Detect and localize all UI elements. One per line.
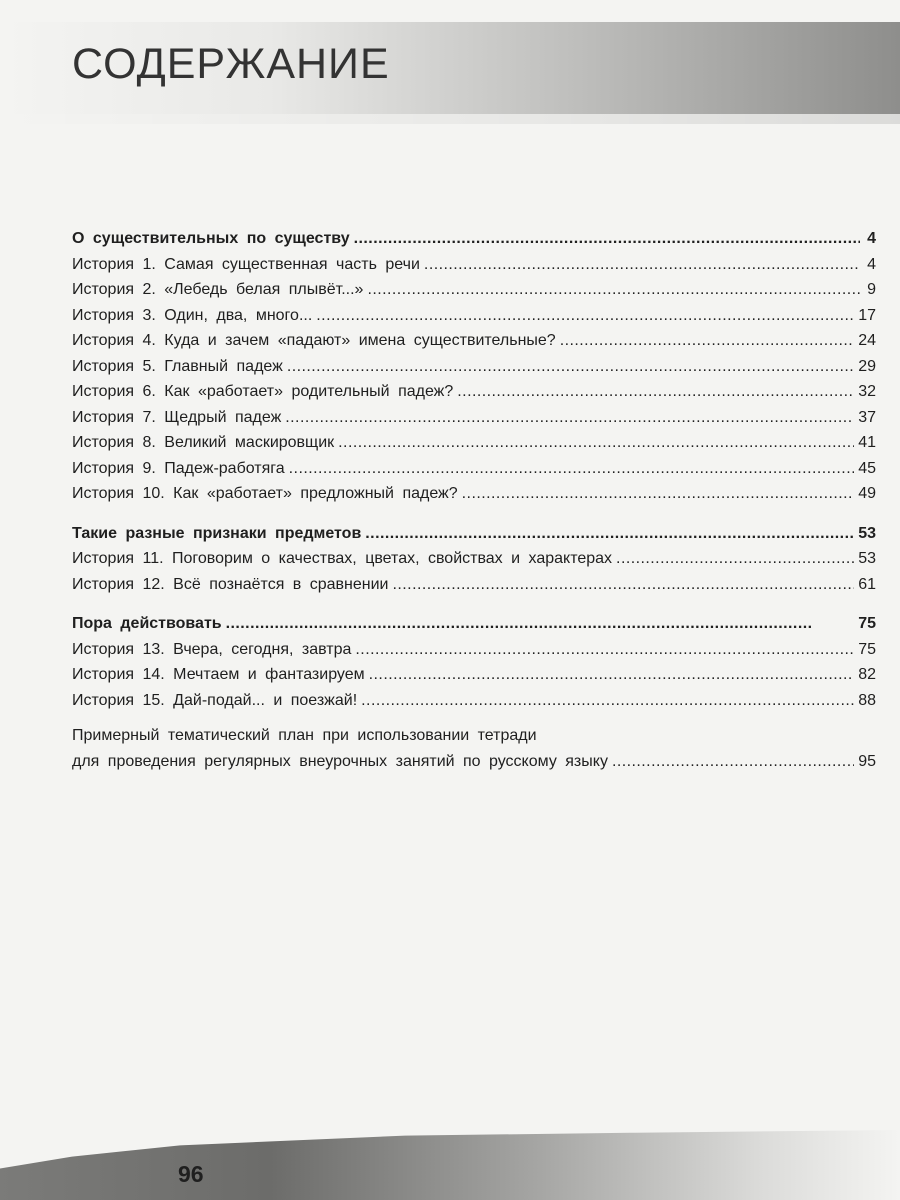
toc-entry-title: История 4. Куда и зачем «падают» имена существительные?: [72, 332, 556, 349]
toc-item: [72, 354, 876, 380]
toc-leader-dots: [369, 662, 855, 688]
toc-page-number: 4: [867, 255, 876, 273]
table-of-contents: [72, 226, 876, 774]
toc-item: [72, 572, 876, 598]
toc-plan-entry: [72, 723, 876, 774]
toc-item: [72, 303, 876, 329]
page-title: СОДЕРЖАНИЕ: [72, 40, 390, 88]
toc-entry-title: История 1. Самая существенная часть речи: [72, 255, 420, 273]
toc-item: [72, 277, 876, 303]
toc-page-number: 45: [858, 459, 876, 477]
toc-page-number: 53: [858, 524, 876, 542]
toc-leader-dots: [462, 481, 855, 507]
toc-leader-dots: [316, 303, 854, 329]
toc-page-number: 41: [858, 434, 876, 451]
toc-leader-dots: [361, 688, 854, 714]
toc-entry-title: Пора действовать: [72, 615, 222, 632]
toc-item: [72, 546, 876, 572]
toc-entry-title: История 8. Великий маскировщик: [72, 434, 335, 451]
toc-entry-title: История 9. Падеж-работяга: [72, 459, 285, 477]
toc-item: [72, 481, 876, 507]
toc-leader-dots: [285, 405, 854, 431]
toc-entry-title: История 5. Главный падеж: [72, 357, 283, 375]
toc-item: [72, 328, 876, 354]
toc-leader-dots: [226, 611, 855, 637]
toc-item: [72, 688, 876, 714]
toc-page-number: 82: [858, 666, 876, 683]
toc-item: [72, 456, 876, 482]
toc-page-number: 17: [858, 306, 876, 324]
toc-entry-title: История 2. «Лебедь белая плывёт...»: [72, 281, 364, 298]
toc-item: [72, 379, 876, 405]
toc-leader-dots: [367, 277, 860, 303]
toc-page-number: 37: [858, 408, 876, 426]
toc-page-number: 95: [858, 752, 876, 770]
toc-item: [72, 430, 876, 456]
toc-page-number: 53: [858, 550, 876, 567]
toc-page-number: 9: [867, 281, 876, 298]
toc-leader-dots: [393, 572, 855, 598]
toc-page-number: 61: [858, 575, 876, 593]
toc-leader-dots: [424, 252, 860, 278]
toc-section: [72, 226, 876, 252]
toc-entry-title: История 14. Мечтаем и фантазируем: [72, 666, 365, 683]
toc-entry-title: Такие разные признаки предметов: [72, 524, 362, 542]
toc-page-number: 32: [858, 383, 876, 400]
toc-entry-title: История 3. Один, два, много...: [72, 306, 313, 324]
toc-page-number: 75: [858, 640, 876, 658]
toc-leader-dots: [560, 328, 855, 354]
page-number: 96: [178, 1161, 204, 1187]
toc-leader-dots: [612, 749, 854, 775]
toc-item: [72, 637, 876, 663]
toc-entry-title: История 10. Как «работает» предложный падеж?: [72, 485, 458, 502]
toc-entry-title: История 6. Как «работает» родительный падеж?: [72, 383, 454, 400]
toc-page-number: 24: [858, 332, 876, 349]
toc-entry-title: История 15. Дай-подай... и поезжай!: [72, 691, 358, 709]
toc-leader-dots: [365, 521, 854, 547]
toc-page-number: 49: [858, 485, 876, 502]
toc-item: [72, 662, 876, 688]
toc-leader-dots: [457, 379, 854, 405]
toc-item: [72, 405, 876, 431]
toc-plan-line-2: для проведения регулярных внеурочных занятий по русскому языку: [72, 752, 608, 770]
toc-page-number: 29: [858, 357, 876, 375]
toc-leader-dots: [287, 354, 854, 380]
toc-plan-line-1: Примерный тематический план при использовании тетради: [72, 727, 537, 744]
toc-leader-dots: [338, 430, 854, 456]
toc-page-number: 88: [858, 691, 876, 709]
toc-section: [72, 521, 876, 547]
toc-entry-title: История 12. Всё познаётся в сравнении: [72, 575, 389, 593]
toc-page-number: 75: [858, 615, 876, 632]
toc-entry-title: История 11. Поговорим о качествах, цветах, свойствах и характерах: [72, 550, 613, 567]
toc-leader-dots: [354, 226, 860, 252]
toc-entry-title: История 7. Щедрый падеж: [72, 408, 282, 426]
toc-page-number: 4: [867, 230, 876, 247]
footer-band: [0, 1130, 900, 1200]
toc-entry-title: О существительных по существу: [72, 230, 350, 247]
toc-leader-dots: [616, 546, 854, 572]
toc-plan-line-2-row: [72, 749, 876, 775]
toc-section: [72, 611, 876, 637]
toc-leader-dots: [355, 637, 854, 663]
toc-item: [72, 252, 876, 278]
toc-leader-dots: [289, 456, 855, 482]
toc-entry-title: История 13. Вчера, сегодня, завтра: [72, 640, 352, 658]
